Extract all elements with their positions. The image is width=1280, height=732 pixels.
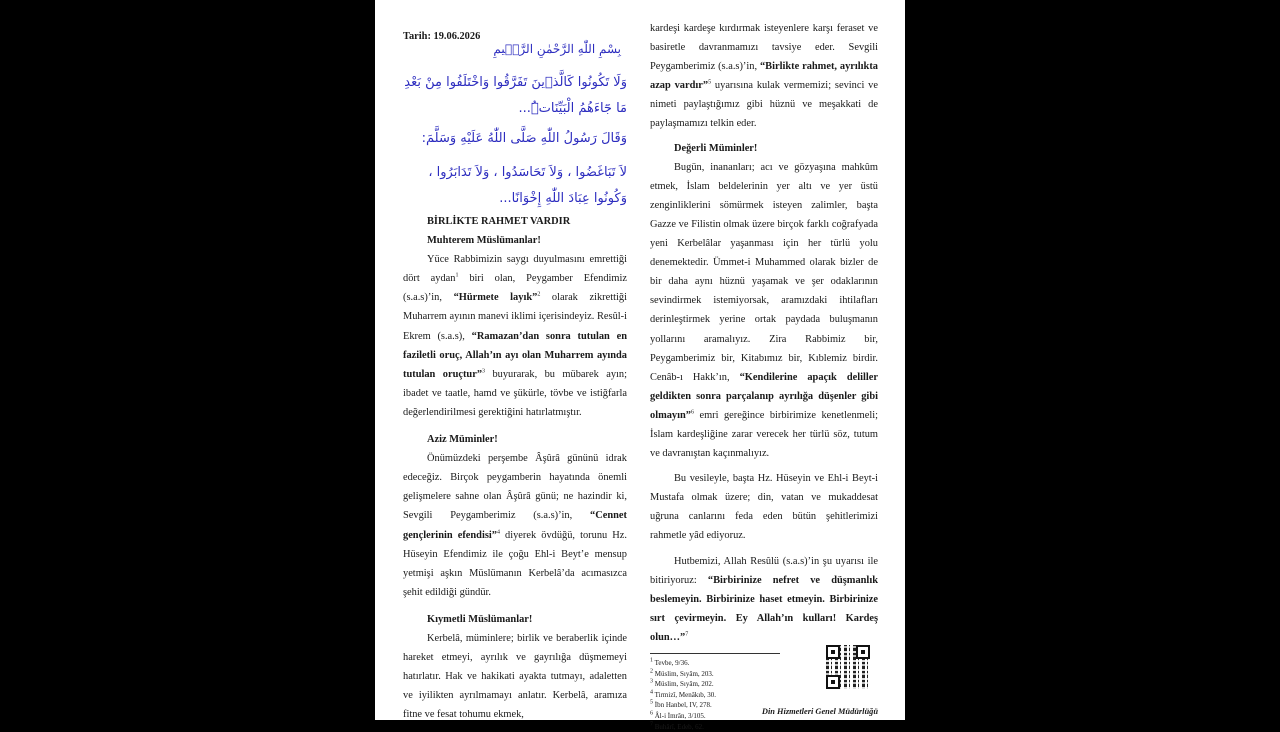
sermon-page	[375, 0, 905, 731]
section-heading-3: Kıymetli Müslümanlar!	[427, 613, 533, 625]
arabic-hadith-intro: وَقَالَ رَسُولُ اللّٰهِ صَلَّى اللّٰهُ عَلَيْهِ وَسَلَّمَ:	[421, 131, 627, 146]
footnote-divider	[650, 653, 780, 654]
footnote: $^3$ Müslim, Sıyâm, 202.	[650, 678, 714, 689]
sermon-date: Tarih: 19.06.2026	[403, 31, 481, 42]
arabic-verse: وَلَا تَكُونُوا كَالَّذ۪ينَ تَفَرَّقُوا وَاخْتَلَفُوا مِنْ بَعْدِ مَا جَٓاءَهُمُ الْبَيِّنَاتُۜ...	[404, 75, 627, 116]
section-heading-1: Muhterem Müslümanlar!	[427, 235, 541, 247]
footnote: $^7$ Buhârî, Edeb, 62.	[650, 721, 704, 731]
publisher-signature: Din Hizmetleri Genel Müdürlüğü	[761, 707, 878, 716]
qr-finder-icon	[826, 675, 840, 689]
qr-finder-icon	[856, 645, 870, 659]
paragraph-6: Bu vesileyle, başta Hz. Hüseyin ve Ehl-i Beyt-i Mustafa olmak üzere; din, vatan ve mukaddesat uğruna canlarını feda eden bütün şehitlerimizi rahmetle yâd ediyoruz.	[650, 473, 878, 542]
footnote: $^5$ İbn Hanbel, IV, 278.	[650, 700, 712, 710]
paragraph-3: Kerbelâ, müminlere; birlik ve beraberlik içinde hareket etmeyi, ayrılık ve gayrılığa düşmemeyi hatırlatır. Hak ve hakikati ayakta tutmayı, adaletten ve iyilikten ayrılmamayı anlatır. Kerbelâ, aramıza fitne ve fesat tohumu ekmek,	[403, 632, 627, 721]
footnote: $^1$ Tevbe, 9/36.	[650, 657, 690, 667]
sermon-title: BİRLİKTE RAHMET VARDIR	[427, 216, 571, 227]
footnote: $^6$ Âl-i İmrân, 3/105.	[650, 710, 706, 720]
paragraph-5: Bugün, inananları; acı ve gözyaşına mahkûm etmek, İslam beldelerinin yer altı ve yer üstü zenginliklerini sömürmek isteyen zalimler, başta Gazze ve Filistin olmak üzere birçok farklı coğrafyada yeni Kerbelâlar yaşanması için her türlü yolu denemektedir. Ümmet-i Muhammed olarak bizler de bir daha aynı hüznü yaşamak ve şer odaklarının sevindirmek istemiyorsak, aramızdaki ihtilafları derinleştirmek yerine ortak paydada buluşmanın yollarını aramalıyız. Zira Rabbimiz bir, Peygamberimiz bir, Kitabımız bir, Kıblemiz birdir. Cenâb-ı Hakk’ın, “Kendilerine apaçık deliller geldikten sonra parçalanıp ayrılığa düşenler gibi olmayın”$^6$ emri gereğince birbirimize kenetlenmeli; İslam kardeşliğine zarar verecek her türlü söz, tutum ve davranıştan kaçınmalıyız.	[650, 161, 879, 460]
section-heading-2: Aziz Müminler!	[427, 434, 498, 446]
paragraph-1: Yüce Rabbimizin saygı duyulmasını emrettiği dört aydan$^1$ biri olan, Peygamber Efendimiz (s.a.s)’in, “Hürmete layık”$^2$ olarak zikrettiği Muharrem ayının manevi iklimi içerisindeyiz. Resûl-i Ekrem (s.a.s), “Ramazan’dan sonra tutulan en faziletli oruç, Allah’ın ayı olan Muharrem ayında tutulan oruçtur”$^3$ buyurarak, bu mübarek ayın; ibadet ve taatle, hamd ve şükürle, tövbe ve istiğfarla değerlendirilmesi gerektiğini hatırlatmıştır.	[403, 254, 627, 418]
basmala: بِسْمِ اللّٰهِ الرَّحْمٰنِ الرَّح۪يمِ	[493, 42, 621, 56]
section-heading-4: Değerli Müminler!	[674, 142, 758, 154]
footnote: $^4$ Tirmizî, Menâkıb, 30.	[650, 689, 717, 699]
left-body	[403, 212, 627, 724]
paragraph-4: kardeşi kardeşe kırdırmak isteyenlere karşı feraset ve basiretle davranmamızı tavsiye eder. Sevgili Peygamberimiz (s.a.s)’in, “Birlikte rahmet, ayrılıkta azap vardır”$^5$ uyarısına kulak vermemizi; sevinci ve nimeti paylaştığımız gibi hüznü ve meşakkati de paylaşmamızı telkin eder.	[650, 23, 878, 130]
qr-code-icon[interactable]	[826, 645, 870, 689]
paragraph-2: Önümüzdeki perşembe Âşûrâ gününü idrak edeceğiz. Birçok peygamberin hayatında önemli gelişmelere sahne olan Âşûrâ günü; ne hazindir ki, Sevgili Peygamberimiz (s.a.s)’in, “Cennet gençlerinin efendisi”$^4$ diyerek övdüğü, torunu Hz. Hüseyin Efendimiz ile çoğu Ehl-i Beyt’e mensup yetmişi aşkın Müslümanın Kerbelâ’da acımasızca şehit edildiği gündür.	[403, 453, 627, 598]
arabic-hadith: لاَ تَبَاغَضُوا ، وَلاَ تَحَاسَدُوا ، وَلاَ تَدَابَرُوا ، وَكُونُوا عِبَادَ اللّٰهِ إِخْوَانًا...	[428, 165, 627, 206]
footnote: $^2$ Müslim, Sıyâm, 203.	[650, 668, 714, 678]
right-body	[650, 19, 878, 732]
qr-finder-icon	[826, 645, 840, 659]
paragraph-7: Hutbemizi, Allah Resûlü (s.a.s)’in şu uyarısı ile bitiriyoruz: “Birbirinize nefret ve düşmanlık beslemeyin. Birbirinize haset etmeyin. Birbirinize sırt çevirmeyin. Ey Allah’ın kulları! Kardeş olun…”$^7$	[650, 555, 878, 643]
